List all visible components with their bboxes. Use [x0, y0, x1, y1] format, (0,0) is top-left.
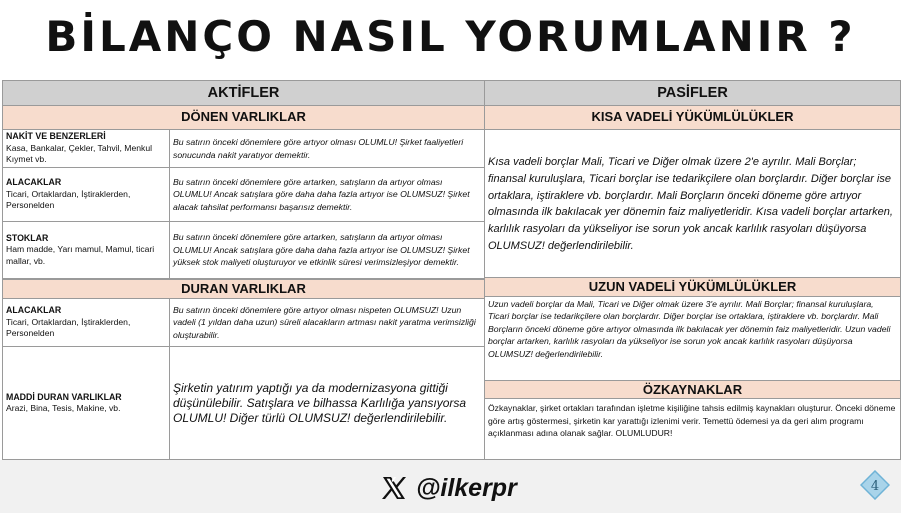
- pasifler-header: PASİFLER: [485, 81, 900, 106]
- page-number-badge: [860, 470, 890, 500]
- aktifler-column: [3, 81, 485, 459]
- row-label-sub: Ticari, Ortaklardan, İştiraklerden, Personelden: [6, 188, 131, 211]
- uzun-vadeli-header: UZUN VADELİ YÜKÜMLÜLÜKLER: [485, 277, 900, 297]
- page-number: 4: [870, 479, 880, 494]
- pasifler-column: [485, 81, 900, 459]
- ozkaynaklar-description: Özkaynaklar, şirket ortakları tarafından işletme kişiliğine tahsis edilmiş kaynakları oluşturur. Önceki döneme göre artış göstermesi, şirketin kar yarattığı izlenimi verir. Temettü ödemesi ya da geri alım programı açıklanması adına olanak sağlar. OLUMLUDUR!: [488, 403, 896, 439]
- row-label: [3, 168, 170, 221]
- row-description: Bu satırın önceki dönemlere göre artarken, satışların da artıyor olması OLUMLU! Ancak satışlara göre daha daha fazla artıyor ise OLUMSUZ! Şirket yüksek stok maliyeti oluşturuyor ve etkinlik süresi verimsizleşiyor demektir.: [173, 232, 470, 268]
- table-row: [3, 168, 484, 222]
- page-title: BİLANÇO NASIL YORUMLANIR ?: [45, 12, 856, 61]
- row-description: Bu satırın önceki dönemlere göre artarken, satışların da artıyor olması OLUMLU! Ancak satışlara göre daha daha fazla artıyor ise OLUMSUZ! Şirket alacak tahsilat performansı başarısız demektir.: [173, 176, 470, 212]
- kisa-vadeli-header: KISA VADELİ YÜKÜMLÜLÜKLER: [485, 106, 900, 130]
- row-label-sub: Ham madde, Yarı mamul, Mamul, ticari mallar, vb.: [6, 244, 155, 266]
- row-label-title: STOKLAR: [6, 232, 49, 243]
- social-handle[interactable]: [380, 472, 517, 504]
- row-label: [3, 222, 170, 278]
- kisa-vadeli-description: Kısa vadeli borçlar Mali, Ticari ve Diğer olmak üzere 2'e ayrılır. Mali Borçlar; finansal kuruluşlara, Ticari borçlar ise tedarikçilere olan borçlardır. Diğer borçlar ise ortaklara, iştiraklere vb. borçlardır. Mali Borçların önceki döneme göre artıyor olmasında ilk bakılacak yer dönemin faiz maliyetleridir. Kısa vadeli borçlar artarken, karlılık rasyoları da yükseliyor ise sorun yok ancak karlılık rasyoları düşüyorsa OLUMSUZ! değerlendirilebilir.: [488, 156, 893, 252]
- row-label-title: ALACAKLAR: [6, 305, 62, 316]
- table-row: [3, 299, 484, 347]
- aktifler-header: AKTİFLER: [3, 81, 484, 106]
- duran-varliklar-header: DURAN VARLIKLAR: [3, 279, 484, 299]
- ozkaynaklar-header: ÖZKAYNAKLAR: [485, 380, 900, 399]
- balance-sheet-table: [2, 80, 901, 460]
- row-label: [3, 299, 170, 346]
- row-label-title: MADDİ DURAN VARLIKLAR: [6, 391, 122, 402]
- row-label-sub: Ticari, Ortaklardan, İştiraklerden, Personelden: [6, 316, 131, 339]
- uzun-vadeli-description: Uzun vadeli borçlar da Mali, Ticari ve Diğer olmak üzere 3'e ayrılır. Mali Borçlar; finansal kuruluşlara, Ticari borçlar ise tedarikçilere olan borçlardır. Diğer borçlar ise ortaklara, iştiraklere vb. borçlardır. Mali Borçların önceki döneme göre artıyor olmasında ilk bakılacak yer dönemin faiz maliyetleridir. Uzun vadeli borçlar artarken, karlılık rasyoları da yükseliyor ise sorun yok ancak karlılık rasyoları düşüyorsa OLUMSUZ! değerlendirilebilir.: [488, 299, 891, 359]
- row-description: Bu satırın önceki dönemlere göre artıyor olması nispeten OLUMSUZ! Uzun vadeli (1 yıldan daha uzun) süreli alacakların artması nakit yaratma verimsizliği oluşturabilir.: [173, 304, 476, 340]
- x-logo-icon: [380, 474, 408, 502]
- handle-text: @ilkerpr: [416, 473, 517, 502]
- row-label: [3, 130, 170, 167]
- row-label-sub: Kasa, Bankalar, Çekler, Tahvil, Menkul Kıymet vb.: [6, 142, 153, 165]
- row-description: Bu satırın önceki dönemlere göre artıyor olması OLUMLU! Şirket faaliyetleri sonucunda nakit yaratıyor demektir.: [173, 137, 464, 160]
- table-row: [3, 347, 484, 459]
- row-label-title: NAKİT VE BENZERLERİ: [6, 131, 106, 142]
- row-label-title: ALACAKLAR: [6, 177, 62, 188]
- donen-varliklar-header: DÖNEN VARLIKLAR: [3, 106, 484, 130]
- row-label: [3, 347, 170, 459]
- table-row: [3, 130, 484, 168]
- table-row: [3, 222, 484, 279]
- row-label-sub: Arazi, Bina, Tesis, Makine, vb.: [6, 403, 121, 413]
- row-description: Şirketin yatırım yaptığı ya da modernizasyona gittiği düşünülebilir. Satışlara ve bilhassa Karlılığa yansıyorsa OLUMLU! Diğer türlü OLUMSUZ! değerlendirilebilir.: [173, 380, 467, 425]
